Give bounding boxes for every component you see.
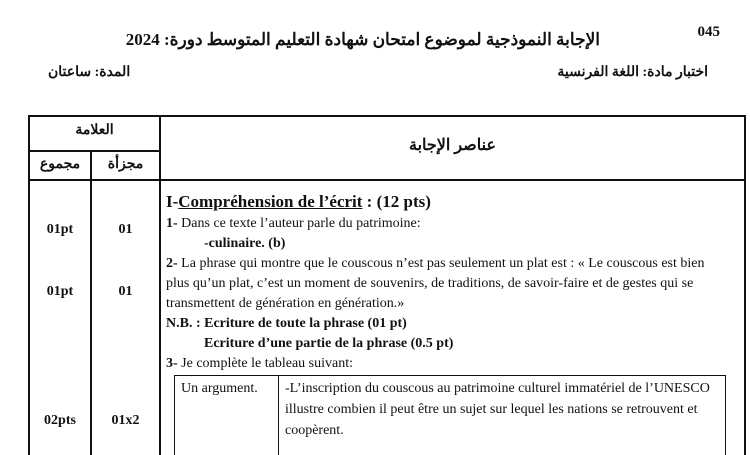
question-1: 1- Dans ce texte l’auteur parle du patrimoine: bbox=[166, 216, 421, 231]
inner-text: -L’inscription du couscous au patrimoine culturel immatériel de l’UNESCO illustre combien il peut être un sujet sur lequel les nations se retrouvent et coopèrent. bbox=[285, 381, 710, 438]
grid-line bbox=[744, 115, 746, 455]
grid-line bbox=[28, 150, 161, 152]
q3-total: 02pts bbox=[44, 413, 76, 428]
exam-duration: المدة: ساعتان bbox=[48, 65, 131, 80]
question-3: 3- Je complète le tableau suivant: bbox=[166, 356, 353, 371]
answer-1: -culinaire. (b) bbox=[204, 236, 286, 251]
exam-subject: اختبار مادة: اللغة الفرنسية bbox=[557, 65, 708, 80]
q2-total: 01pt bbox=[46, 284, 74, 299]
header-partial: مجزأة bbox=[107, 157, 144, 172]
header-grade: العلامة bbox=[75, 123, 114, 138]
section-points: : (12 pts) bbox=[362, 192, 431, 211]
page-number: 045 bbox=[697, 24, 720, 40]
q3-partial: 01x2 bbox=[111, 413, 140, 428]
section-prefix: I- bbox=[166, 192, 179, 211]
note-line-2: Ecriture d’une partie de la phrase (0.5 pt) bbox=[204, 336, 454, 351]
note-line-1: N.B. : Ecriture de toute la phrase (01 pt) bbox=[166, 316, 407, 331]
inner-table bbox=[174, 375, 726, 455]
grid-line bbox=[28, 179, 746, 181]
q2-partial: 01 bbox=[118, 284, 133, 299]
header-answer: عناصر الإجابة bbox=[408, 137, 497, 154]
section-title: Compréhension de l’écrit bbox=[178, 192, 363, 211]
grid-line bbox=[90, 150, 92, 455]
exam-title: الإجابة النموذجية لموضوع امتحان شهادة التعليم المتوسط دورة: 2024 bbox=[125, 30, 600, 49]
q1-total: 01pt bbox=[46, 222, 74, 237]
inner-label: Un argument. bbox=[175, 376, 279, 455]
question-2: 2- La phrase qui montre que le couscous n’est pas seulement un plat est : « Le couscous est bien plus qu’un plat, c’est un moment de souvenirs, de traditions, de savoir-faire et de gestes qui se transmettent de génération en génération.» bbox=[166, 256, 705, 311]
grid-line bbox=[159, 115, 161, 455]
q1-partial: 01 bbox=[118, 222, 133, 237]
header-total: مجموع bbox=[39, 157, 81, 172]
answer-content bbox=[166, 192, 726, 374]
section-heading bbox=[166, 192, 726, 212]
